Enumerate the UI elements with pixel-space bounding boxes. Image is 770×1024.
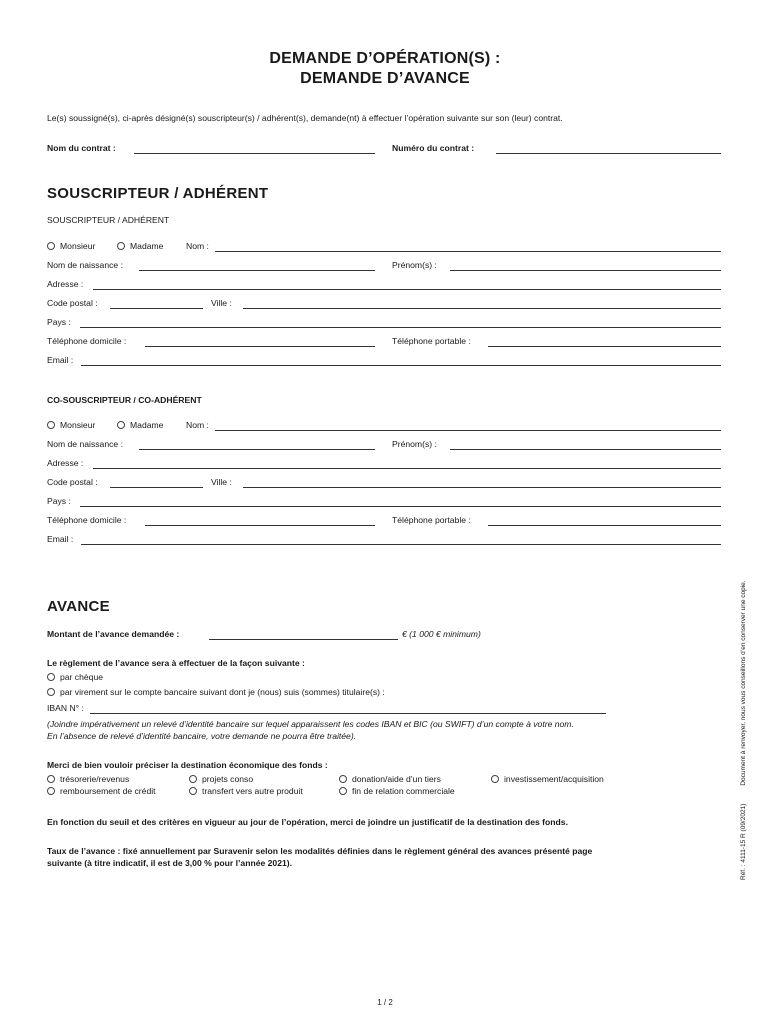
dest-fin-relation[interactable]: fin de relation commerciale: [339, 786, 455, 796]
amount-suffix: € (1 000 € minimum): [402, 629, 481, 639]
title-line-1: DEMANDE D’OPÉRATION(S) :: [269, 50, 501, 67]
co-subscriber-subheading: CO-SOUSCRIPTEUR / CO-ADHÉRENT: [47, 395, 202, 405]
nom-label: Nom :: [186, 241, 209, 251]
home-phone-field[interactable]: [145, 336, 375, 347]
co-country-row: [47, 496, 721, 508]
rate-note: Taux de l’avance : fixé annuellement par Suravenir selon les modalités définies dans le règlement général des avances présenté page suivante (à titre indicatif, il est de 3,00 % pour l’année 2021).: [47, 846, 593, 868]
payment-transfer-row[interactable]: [47, 687, 721, 699]
co-country-label: Pays :: [47, 496, 71, 506]
co-nom-label: Nom :: [186, 420, 209, 430]
firstname-field[interactable]: [450, 260, 721, 271]
radio-icon: [47, 242, 55, 250]
payment-cheque-row[interactable]: [47, 672, 721, 684]
dest-remboursement[interactable]: remboursement de crédit: [47, 786, 156, 796]
co-birthname-label: Nom de naissance :: [47, 439, 123, 449]
side-reference: [740, 562, 747, 880]
destination-row-1: [47, 774, 721, 786]
side-note: Document à renvoyer, nous vous conseillons d’en conserver une copie.: [740, 580, 747, 786]
dest-projets-conso[interactable]: projets conso: [189, 774, 253, 784]
co-radio-monsieur[interactable]: Monsieur: [47, 420, 95, 430]
subscriber-subheading: SOUSCRIPTEUR / ADHÉRENT: [47, 215, 170, 225]
city-field[interactable]: [243, 298, 721, 309]
birthname-field[interactable]: [139, 260, 375, 271]
iban-row: [47, 703, 721, 715]
avance-heading: AVANCE: [47, 598, 110, 615]
nom-field[interactable]: [215, 241, 721, 252]
co-nom-field[interactable]: [215, 420, 721, 431]
amount-field[interactable]: [209, 629, 398, 640]
iban-field[interactable]: [90, 703, 606, 714]
payment-title: Le règlement de l’avance sera à effectuer de la façon suivante :: [47, 658, 305, 668]
contract-number-field[interactable]: [496, 143, 721, 154]
radio-transfer[interactable]: par virement sur le compte bancaire suivant dont je (nous) suis (sommes) titulaire(s) :: [47, 687, 385, 697]
co-city-label: Ville :: [211, 477, 232, 487]
contract-name-field[interactable]: [134, 143, 375, 154]
subscriber-email-row: [47, 355, 721, 367]
birthname-label: Nom de naissance :: [47, 260, 123, 270]
destination-row-2: [47, 786, 721, 798]
co-mobile-label: Téléphone portable :: [392, 515, 471, 525]
mobile-label: Téléphone portable :: [392, 336, 471, 346]
co-home-phone-label: Téléphone domicile :: [47, 515, 127, 525]
co-firstname-field[interactable]: [450, 439, 721, 450]
subscriber-heading: SOUSCRIPTEUR / ADHÉRENT: [47, 185, 269, 202]
co-radio-madame[interactable]: Madame: [117, 420, 163, 430]
title-line-2: DEMANDE D’AVANCE: [300, 70, 470, 87]
radio-icon: [47, 688, 55, 696]
subscriber-country-row: [47, 317, 721, 329]
co-postal-label: Code postal :: [47, 477, 98, 487]
subscriber-phone-row: [47, 336, 721, 348]
radio-icon: [117, 242, 125, 250]
page-number: 1 / 2: [377, 998, 393, 1007]
mobile-field[interactable]: [488, 336, 721, 347]
radio-icon: [491, 775, 499, 783]
dest-investissement[interactable]: investissement/acquisition: [491, 774, 604, 784]
amount-row: [47, 629, 721, 641]
radio-icon: [47, 787, 55, 795]
postal-label: Code postal :: [47, 298, 98, 308]
intro-text: Le(s) soussigné(s), ci-après désigné(s) souscripteur(s) / adhérent(s), demande(nt) à effectuer l’opération suivante sur son (leur) contrat.: [47, 113, 563, 123]
co-home-phone-field[interactable]: [145, 515, 375, 526]
side-ref: Réf. : 4111-15 R (09/2021): [740, 803, 747, 880]
co-city-field[interactable]: [243, 477, 721, 488]
address-label: Adresse :: [47, 279, 84, 289]
radio-icon: [47, 421, 55, 429]
radio-icon: [189, 775, 197, 783]
subscriber-birthname-row: [47, 260, 721, 272]
co-firstname-label: Prénom(s) :: [392, 439, 437, 449]
dest-donation[interactable]: donation/aide d’un tiers: [339, 774, 441, 784]
justification-note: En fonction du seuil et des critères en vigueur au jour de l’opération, merci de joindre un justificatif de la destination des fonds.: [47, 817, 568, 827]
city-label: Ville :: [211, 298, 232, 308]
radio-icon: [339, 787, 347, 795]
co-email-field[interactable]: [81, 534, 721, 545]
radio-madame[interactable]: Madame: [117, 241, 163, 251]
co-mobile-field[interactable]: [488, 515, 721, 526]
co-birthname-row: [47, 439, 721, 451]
contract-row: [47, 143, 721, 155]
home-phone-label: Téléphone domicile :: [47, 336, 127, 346]
email-label: Email :: [47, 355, 74, 365]
dest-tresorerie[interactable]: trésorerie/revenus: [47, 774, 129, 784]
co-postal-row: [47, 477, 721, 489]
postal-field[interactable]: [110, 298, 203, 309]
subscriber-civility-row: [47, 241, 721, 253]
radio-cheque[interactable]: par chèque: [47, 672, 103, 682]
subscriber-address-row: [47, 279, 721, 291]
contract-name-label: Nom du contrat :: [47, 143, 116, 153]
radio-icon: [189, 787, 197, 795]
co-email-label: Email :: [47, 534, 74, 544]
iban-label: IBAN N° :: [47, 703, 84, 713]
radio-icon: [117, 421, 125, 429]
co-country-field[interactable]: [80, 496, 721, 507]
email-field[interactable]: [81, 355, 721, 366]
radio-icon: [47, 775, 55, 783]
contract-number-label: Numéro du contrat :: [392, 143, 475, 153]
destination-title: Merci de bien vouloir préciser la destination économique des fonds :: [47, 760, 328, 770]
dest-transfert[interactable]: transfert vers autre produit: [189, 786, 303, 796]
firstname-label: Prénom(s) :: [392, 260, 437, 270]
iban-note: (Joindre impérativement un relevé d’identité bancaire sur lequel apparaissent les codes IBAN et BIC (ou SWIFT) d’un compte à votre nom. En l’absence de relevé d’identité bancaire, votre demande ne pourra être traitée).: [47, 719, 574, 741]
radio-monsieur[interactable]: Monsieur: [47, 241, 95, 251]
co-address-label: Adresse :: [47, 458, 84, 468]
co-address-row: [47, 458, 721, 470]
co-civility-row: [47, 420, 721, 432]
radio-icon: [47, 673, 55, 681]
amount-label: Montant de l’avance demandée :: [47, 629, 180, 639]
subscriber-postal-row: [47, 298, 721, 310]
radio-icon: [339, 775, 347, 783]
co-email-row: [47, 534, 721, 546]
country-field[interactable]: [80, 317, 721, 328]
address-field[interactable]: [93, 279, 721, 290]
country-label: Pays :: [47, 317, 71, 327]
co-address-field[interactable]: [93, 458, 721, 469]
co-phone-row: [47, 515, 721, 527]
co-birthname-field[interactable]: [139, 439, 375, 450]
co-postal-field[interactable]: [110, 477, 203, 488]
